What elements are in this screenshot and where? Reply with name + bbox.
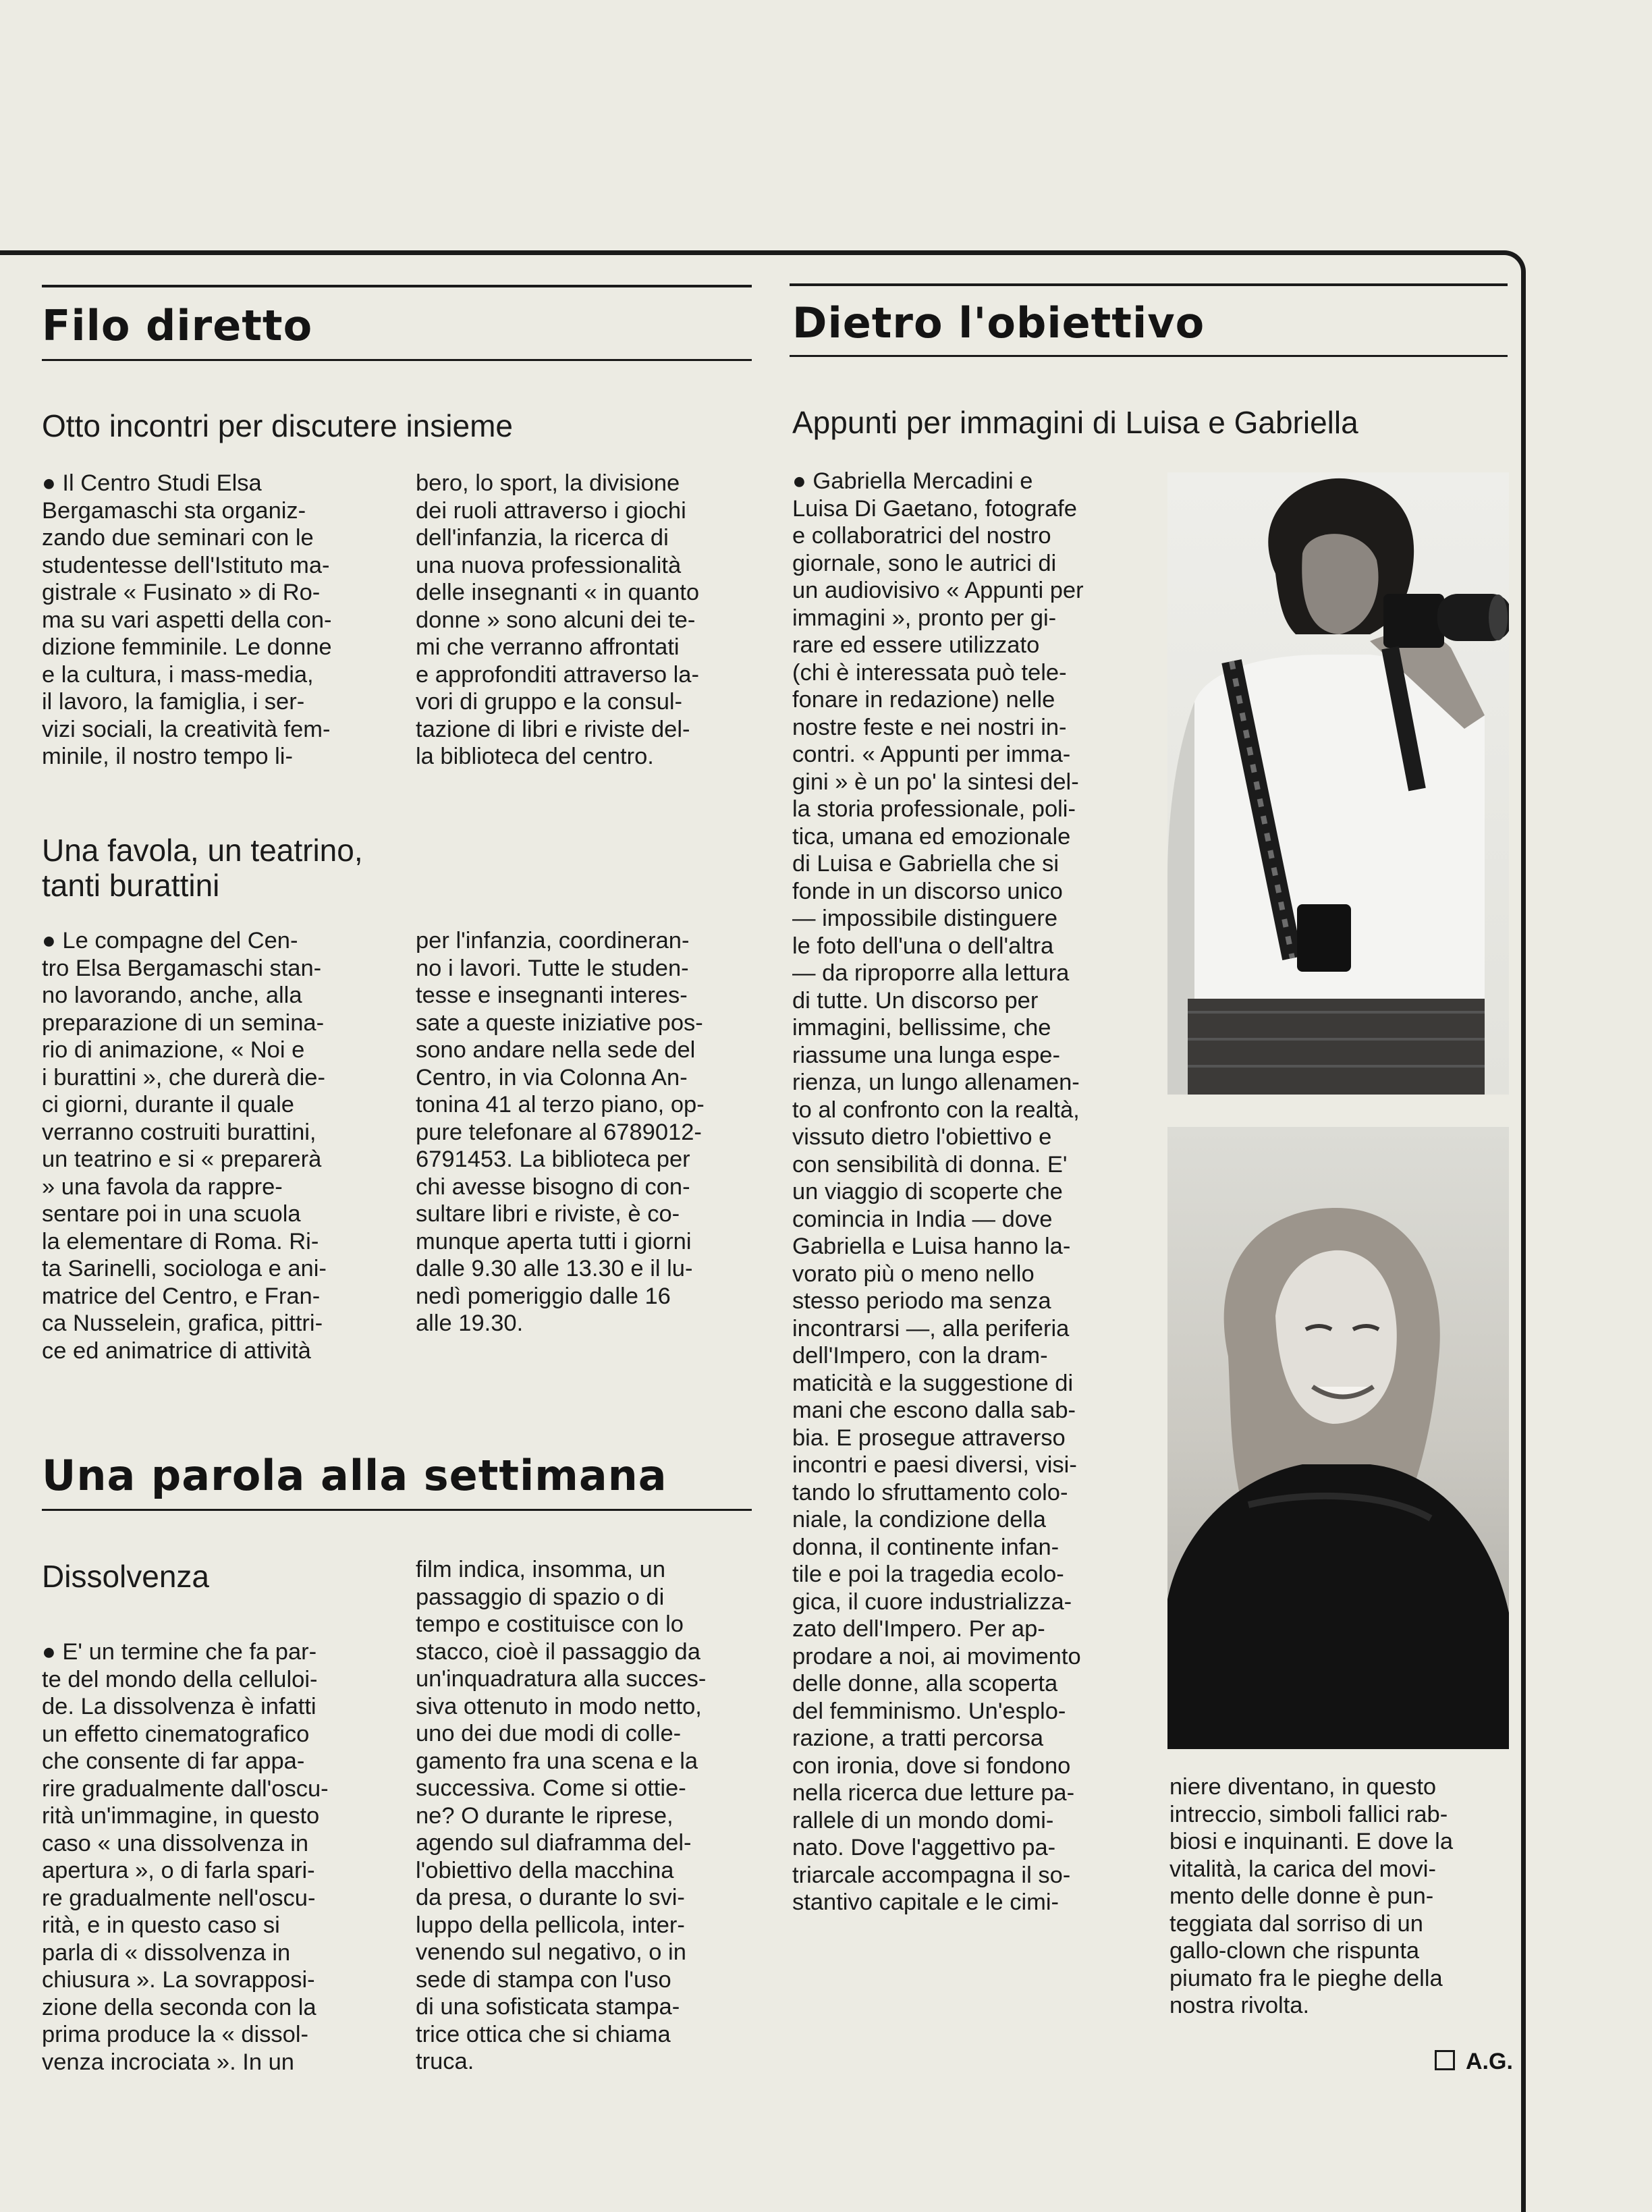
- article-appunti-col-2: niere diventano, in questo intreccio, simboli fallici rab- biosi e inquinanti. E dove la vitalità, la carica del movi- mento delle donne è pun- teggiata dal sorriso di un gallo-clown che rispunta piumato fra le pieghe della nostra rivolta.: [1169, 1774, 1454, 2018]
- article-subtitle-incontri: Otto incontri per discutere insieme: [42, 408, 513, 443]
- section-title-dietro-obiettivo: Dietro l'obiettivo: [792, 298, 1205, 348]
- rule-under-title-left: [42, 359, 752, 361]
- article-burattini-col-2: per l'infanzia, coordineran- no i lavori. Tutte le studen- tesse e insegnanti interes- sate a queste iniziative pos- sono andare nella sede del Centro, in via Colonna An- tonina 41 al terzo piano, op- pure telefonare al 6789012- 6791453. La biblioteca per chi avesse bisogno di con- sultare libri e riviste, è co- munque aperta tutti i giorni dalle 9.30 alle 13.30 e il lu- nedì pomeriggio dalle 16 alle 19.30.: [416, 928, 705, 1336]
- author-initials: A.G.: [1466, 2049, 1513, 2074]
- section-title-filo-diretto: Filo diretto: [42, 301, 313, 350]
- article-subtitle-appunti: Appunti per immagini di Luisa e Gabriella: [792, 405, 1358, 440]
- rule-under-title-right: [790, 355, 1508, 357]
- article-dissolvenza-col-2: film indica, insomma, un passaggio di spazio o di tempo e costituisce con lo stacco, cioè il passaggio da un'inquadratura alla succes- siva ottenuto in modo netto, uno dei due modi di colle- gamento fra una scena e la successiva. Come si ottie- ne? O durante le riprese, agendo sul diaframma del- l'obiettivo della macchina da presa, o durante lo svi- luppo della pellicola, inter- venendo sul negativo, o in sede di stampa con l'uso di una sofisticata stampa- trice ottica che si chiama truca.: [416, 1557, 707, 2074]
- article-subtitle-dissolvenza: Dissolvenza: [42, 1559, 209, 1594]
- article-appunti-col-1: ● Gabriella Mercadini e Luisa Di Gaetano, fotografe e collaboratrici del nostro giornale, sono le autrici di un audiovisivo « Appunti per immagini », pronto per gi- rare ed essere utilizzato (chi è interessata può tele- fonare in redazione) nelle nostre feste e nei nostri in- contri. « Appunti per imma- gini » è un po' la sintesi del- la storia professionale, poli- tica, umana ed emozionale di Luisa e Gabriella che si fonde in un discorso unico — impossibile distinguere le foto dell'una o dell'altra — da riproporre alla lettura di tutte. Un discorso per immagini, bellissime, che riassume una lunga espe- rienza, un lungo allenamen- to al confronto con la realtà, vissuto dietro l'obiettivo e con sensibilità di donna. E' un viaggio di scoperte che comincia in India — dove Gabriella e Luisa hanno la- vorato più o meno nello stesso periodo ma senza incontrarsi —, alla periferia dell'Impero, con la dram- maticità e la suggestione di mani che escono dalla sab- bia. E prosegue attraverso incontri e paesi diversi, visi- tando lo sfruttamento colo- niale, la condizione della donna, il continente infan- tile e poi la tragedia ecolo- gica, il cuore industrializza- zato dell'Impero. Per ap- prodare a noi, ai movimento delle donne, alla scoperta del femminismo. Un'esplo- razione, a tratti percorsa con ironia, dove si fondono nella ricerca due letture pa- rallele di un mondo domi- nato. Dove l'aggettivo pa- triarcale accompagna il so- stantivo capitale e le cimi-: [792, 468, 1084, 1915]
- article-dissolvenza-col-1: ● E' un termine che fa par- te del mondo della celluloi- de. La dissolvenza è infatti un effetto cinematografico che consente di far appa- rire gradualmente dall'oscu- rità un'immagine, in questo caso « una dissolvenza in apertura », o di farla spari- re gradualmente nell'oscu- rità, e in questo caso si parla di « dissolvenza in chiusura ». La sovrapposi- zione della seconda con la prima produce la « dissol- venza incrociata ». In un: [42, 1639, 329, 2075]
- rule-under-title-parola: [42, 1509, 752, 1511]
- rule-top-left: [42, 285, 752, 287]
- article-subtitle-burattini: Una favola, un teatrino, tanti burattini: [42, 833, 363, 903]
- article-incontri-col-1: ● Il Centro Studi Elsa Bergamaschi sta organiz- zando due seminari con le studentesse dell'Istituto ma- gistrale « Fusinato » di Ro- ma su vari aspetti della con- dizione femminile. Le donne e la cultura, i mass-media, il lavoro, la famiglia, i ser- vizi sociali, la creatività fem- minile, il nostro tempo li-: [42, 470, 332, 769]
- rule-top-right: [790, 283, 1508, 286]
- end-square-icon: [1435, 2050, 1455, 2070]
- photo-woman-with-camera: [1167, 472, 1509, 1095]
- article-burattini-col-1: ● Le compagne del Cen- tro Elsa Bergamaschi stan- no lavorando, anche, alla preparazione di un semina- rio di animazione, « Noi e i burattini », che durerà die- ci giorni, durante il quale verranno costruiti burattini, un teatrino e si « preparerà » una favola da rappre- sentare poi in una scuola la elementare di Roma. Ri- ta Sarinelli, sociologa e ani- matrice del Centro, e Fran- ca Nusselein, grafica, pittri- ce ed animatrice di attività: [42, 928, 327, 1364]
- article-incontri-col-2: bero, lo sport, la divisione dei ruoli attraverso i giochi dell'infanzia, la ricerca di una nuova professionalità delle insegnanti « in quanto donne » sono alcuni dei te- mi che verranno affrontati e approfonditi attraverso la- vori di gruppo e la consul- tazione di libri e riviste del- la biblioteca del centro.: [416, 470, 700, 769]
- author-signoff: [1435, 2049, 1513, 2075]
- section-title-parola-settimana: Una parola alla settimana: [42, 1451, 667, 1500]
- photo-smiling-woman: [1167, 1127, 1509, 1749]
